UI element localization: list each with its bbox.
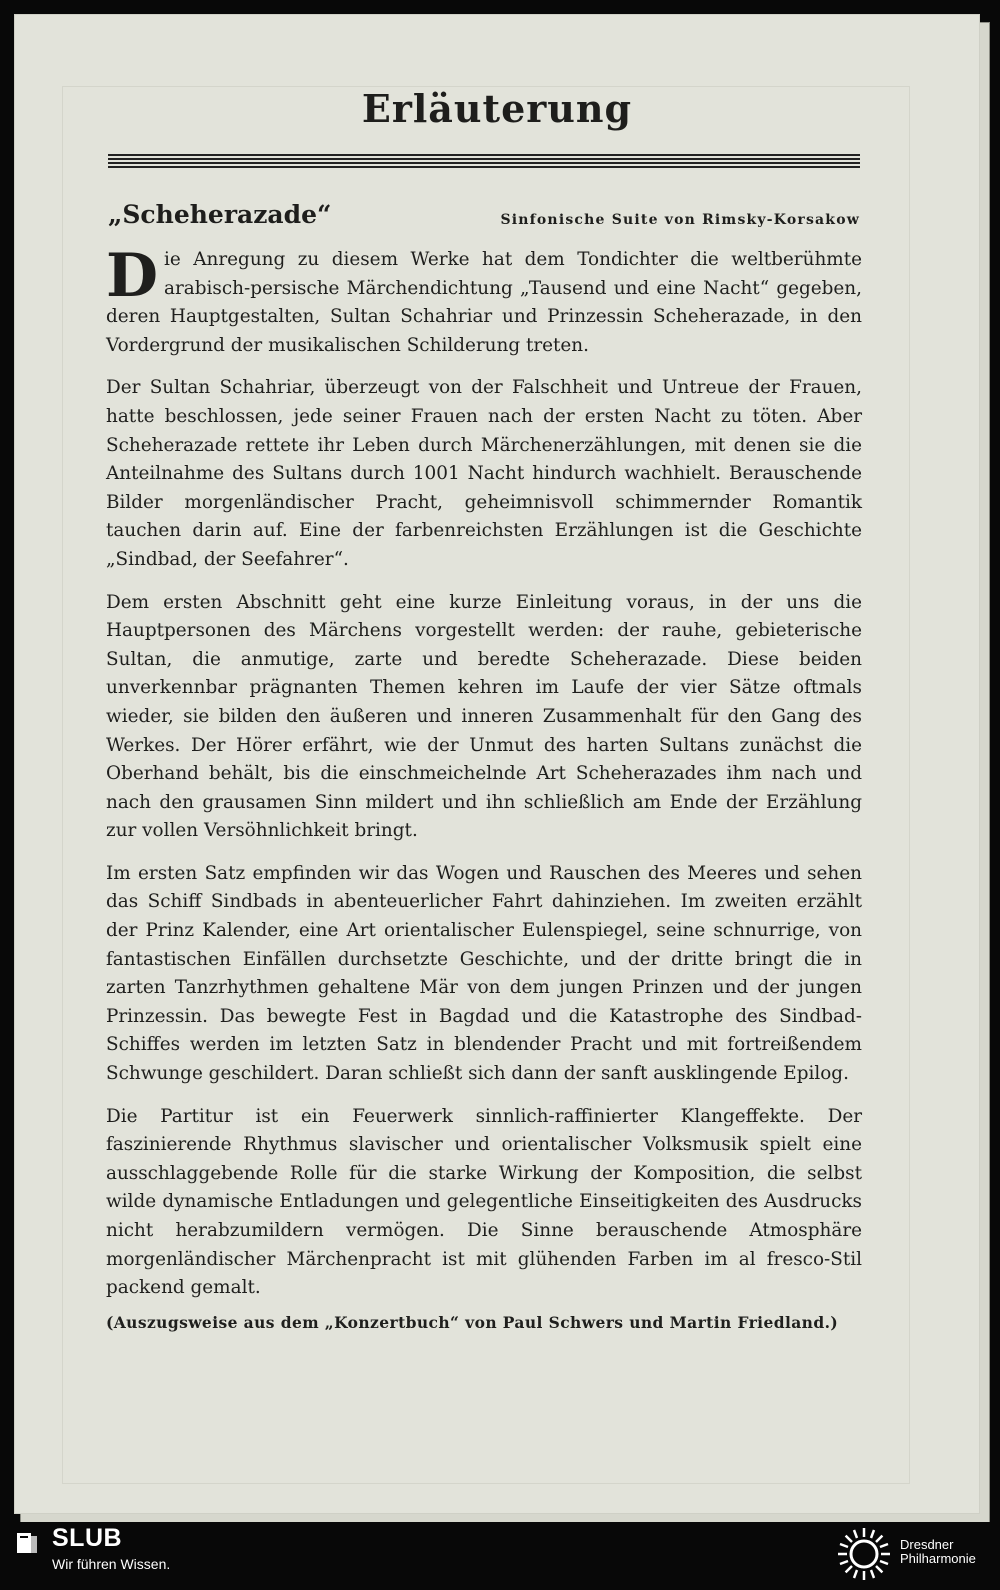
slub-tagline: Wir führen Wissen. xyxy=(52,1556,171,1572)
page-title: Erläuterung xyxy=(361,86,633,131)
paragraph: Dem ersten Abschnitt geht eine kurze Einleitung voraus, in der uns die Hauptpersonen des Märchens vorgestellt werden: der rauhe, gebieterische Sultan, die anmutige, zarte und beredte Scheherazade. Diese beiden unverkennbar prägnanten Themen kehren im Laufe der vier Sätze oftmals wieder, sie bilden den äußeren und inneren Zusammenhalt für den Gang des Werkes. Der Hörer erfährt, wie der Unmut des harten Sultans zunächst die Oberhand behält, bis die einschmeichelnde Art Scheherazades ihm nach und nach den grausamen Sinn mildert und ihn schließlich am Ende der Erzählung zur vollen Versöhnlichkeit bringt. xyxy=(106,591,862,842)
work-heading xyxy=(108,200,860,240)
slub-name[interactable]: SLUB xyxy=(52,1524,123,1552)
partner-line-2: Philharmonie xyxy=(900,1551,976,1566)
sunburst-logo-icon xyxy=(836,1526,892,1582)
paragraph: Im ersten Satz empfinden wir das Wogen und Rauschen des Meeres und sehen das Schiff Sindbads in abenteuerlicher Fahrt dahinziehen. Im zweiten erzählt der Prinz Kalender, eine Art orientalischer Eulenspiegel, seine schnurrige, von fantastischen Einfällen durchsetzte Geschichte, und der dritte bringt die in zarten Tanzrhythmen gehaltene Mär von dem jungen Prinzen und der jungen Prinzessin. Das bewegte Fest in Bagdad und die Katastrophe des Sindbad-Schiffes werden im letzten Satz in blendender Pracht und mit fortreißendem Schwunge geschildert. Daran schließt sich dann der sanft ausklingende Epilog. xyxy=(106,862,862,1085)
work-subtitle: Sinfonische Suite von Rimsky-Korsakow xyxy=(500,212,860,228)
footer-bar xyxy=(0,1522,1000,1590)
document-page xyxy=(14,14,980,1514)
rule-line xyxy=(108,166,860,168)
partner-line-1: Dresdner xyxy=(900,1537,954,1552)
work-title: „Scheherazade“ xyxy=(108,200,332,229)
paragraph: Der Sultan Schahriar, überzeugt von der Falschheit und Untreue der Frauen, hatte beschlossen, jede seiner Frauen nach der ersten Nacht zu töten. Aber Scheherazade rettete ihr Leben durch Märchenerzählungen, mit denen sie die Anteilnahme des Sultans durch 1001 Nacht hindurch wachhielt. Berauschende Bilder morgenländischer Pracht, geheimnisvoll schimmernder Romantik tauchen darin auf. Eine der farbenreichsten Erzählungen ist die Geschichte „Sindbad, der Seefahrer“. xyxy=(106,377,862,570)
partner-name[interactable] xyxy=(900,1538,976,1566)
dropcap: D xyxy=(106,241,159,311)
source-note: (Auszugsweise aus dem „Konzertbuch“ von Paul Schwers und Martin Friedland.) xyxy=(106,1312,839,1332)
book-icon xyxy=(14,1530,40,1556)
rule-line xyxy=(108,162,860,164)
rule-line xyxy=(108,158,860,160)
body-text xyxy=(106,241,862,1351)
paragraph xyxy=(106,241,862,360)
title-rule xyxy=(108,154,860,170)
paragraph-text: ie Anregung zu diesem Werke hat dem Tondichter die weltberühmte arabisch-persische Märchendichtung „Tausend und eine Nacht“ gegeben, deren Hauptgestalten, Sultan Schahriar und Prinzessin Scheherazade, in den Vordergrund der musikalischen Schilderung treten. xyxy=(106,249,862,356)
rule-line xyxy=(108,154,860,156)
paragraph: Die Partitur ist ein Feuerwerk sinnlich-raffinierter Klangeffekte. Der faszinierende Rhythmus slavischer und orientalischer Volksmusik spielt eine ausschlaggebende Rolle für die starke Wirkung der Komposition, die selbst wilde dynamische Entladungen und gelegentliche Einseitigkeiten des Ausdrucks nicht herabzumildern vermögen. Die Sinne berauschende Atmosphäre morgenländischer Märchenpracht ist mit glühenden Farben im al fresco-Stil packend gemalt. xyxy=(106,1105,862,1299)
